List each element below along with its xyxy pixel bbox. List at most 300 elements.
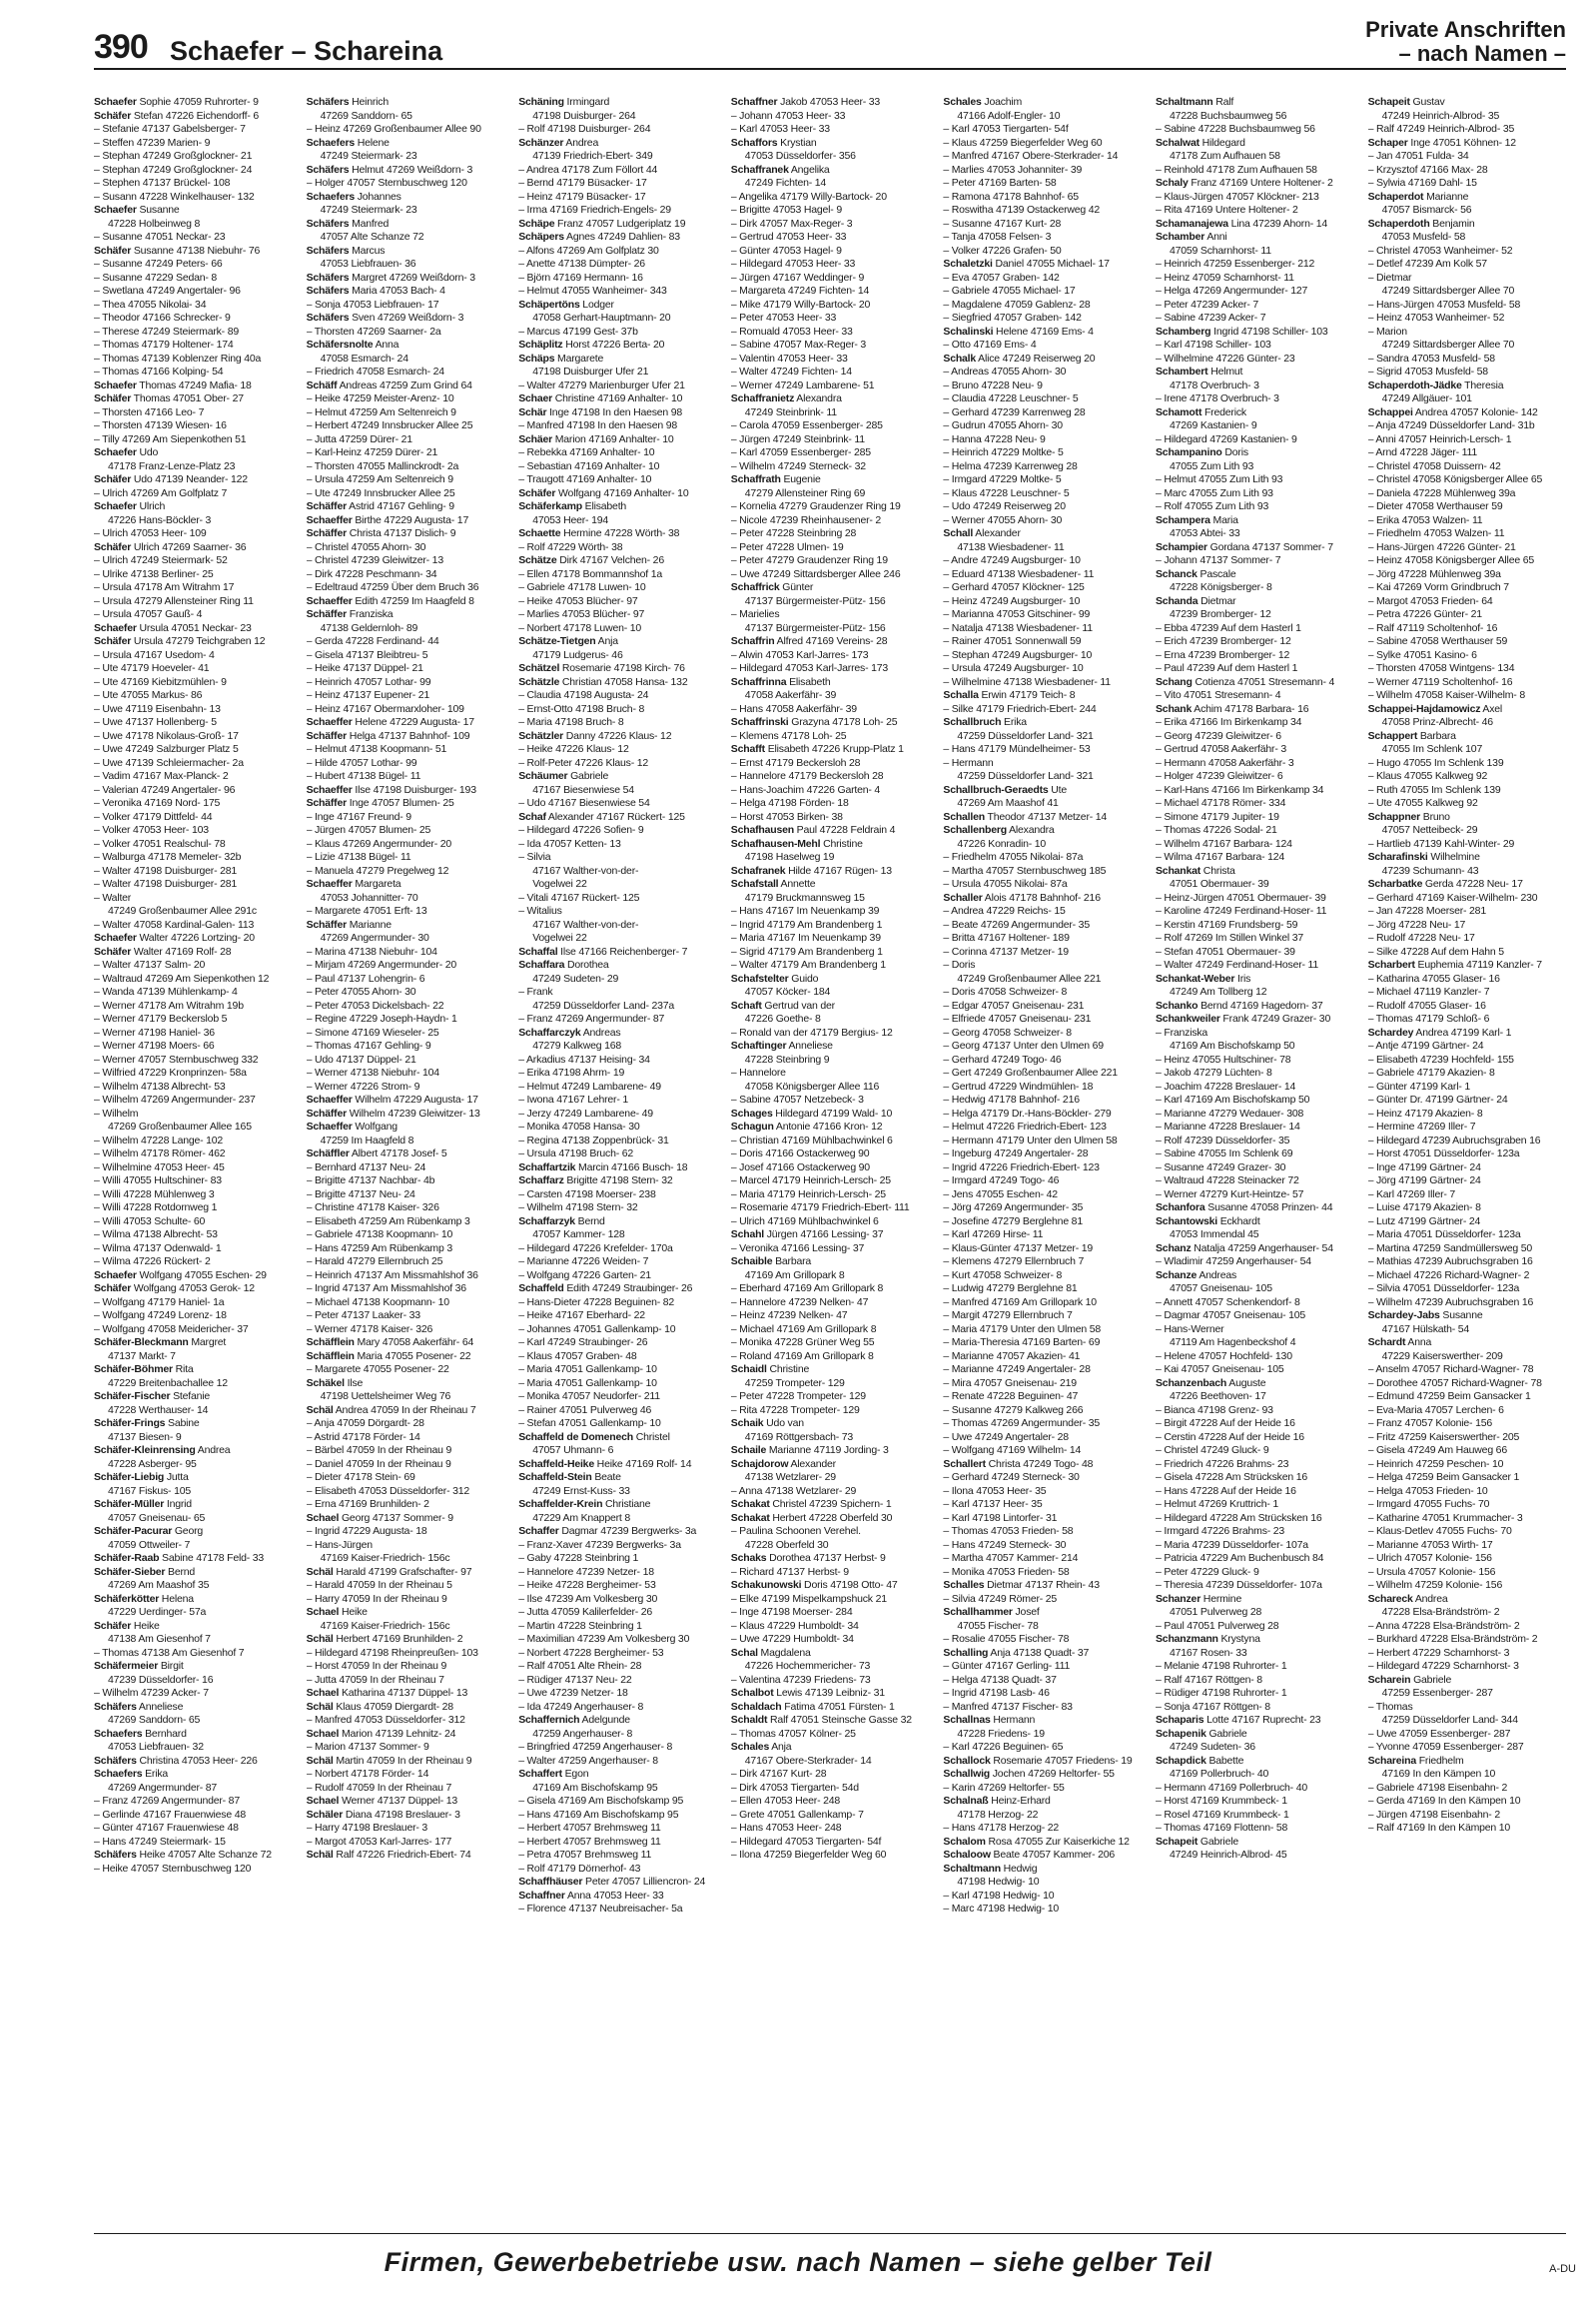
listing-entry: [94, 1863, 294, 1877]
listing-address: 47051 Obermauer- 39: [1170, 878, 1269, 890]
listing-entry: [943, 514, 1143, 528]
listing-address: 47269 Am Maashof 41: [957, 797, 1059, 809]
listing-text: – Stephan 47249 Großglockner- 21: [94, 150, 253, 162]
listing-surname: Schaffrath: [730, 473, 781, 485]
listing-text: Marion 47169 Anhalter- 10: [552, 432, 674, 445]
listing-entry: [518, 1121, 718, 1135]
listing-entry: [731, 1242, 931, 1256]
listing-entry: [94, 1377, 294, 1391]
listing-text: Anneliese: [136, 1700, 184, 1713]
listing-surname: Schaik: [730, 1417, 764, 1429]
listing-surname: Schäfer: [94, 473, 132, 485]
listing-entry: [518, 191, 718, 205]
listing-text: – Rolf 47179 Dörnerhof- 43: [518, 1862, 641, 1875]
listing-text: – Wanda 47139 Mühlenkamp- 4: [94, 986, 238, 998]
listing-text: – Ralf 47051 Alte Rhein- 28: [518, 1660, 642, 1672]
listing-surname: Schaeffer: [306, 594, 353, 607]
listing-entry: [94, 689, 294, 703]
listing-entry: [307, 1593, 506, 1607]
listing-text: – Erika 47198 Ahrm- 19: [518, 1067, 625, 1079]
listing-entry: [1156, 1660, 1355, 1674]
listing-text: Heinz-Erhard: [988, 1795, 1051, 1807]
listing-text: Eckhardt: [1216, 1214, 1260, 1227]
listing-entry: [1368, 770, 1568, 784]
listing-entry: [94, 986, 294, 1000]
listing-entry: [943, 730, 1143, 744]
listing-text: Udo: [136, 446, 159, 458]
listing-entry: [731, 1148, 931, 1161]
listing-text: – Volker 47179 Dittfeld- 44: [94, 810, 213, 823]
listing-surname: Schaller: [943, 891, 983, 904]
listing-address: 47228 Steinbring 9: [744, 1053, 830, 1066]
listing-entry: [1368, 1444, 1568, 1458]
listing-text: – Thomas 47139 Koblenzer Ring 40a: [94, 352, 262, 365]
listing-entry: [94, 110, 294, 124]
listing-surname: Schalla: [943, 689, 979, 701]
listing-surname: Schakat: [730, 1498, 770, 1510]
listing-entry: [518, 1404, 718, 1418]
listing-entry: [307, 1552, 506, 1566]
listing-entry: [1368, 1148, 1568, 1161]
listing-entry: [1156, 946, 1355, 960]
listing-entry: [1156, 1539, 1355, 1553]
listing-text: Beate 47057 Kammer- 206: [990, 1849, 1116, 1861]
listing-text: – Karl 47249 Straubinger- 26: [518, 1336, 648, 1348]
listing-entry: [307, 1795, 506, 1809]
listing-text: – Ulrich 47249 Steiermark- 52: [94, 554, 228, 566]
listing-text: Manfred: [349, 217, 390, 230]
listing-text: – Thomas 47057 Kölner- 25: [730, 1727, 856, 1740]
listing-text: – Burkhard 47228 Elsa-Brändström- 2: [1367, 1633, 1538, 1645]
listing-text: Marcin 47166 Busch- 18: [575, 1160, 688, 1173]
listing-text: – Jörg 47228 Neu- 17: [1367, 918, 1466, 931]
listing-text: – Klaus 47259 Biegerfelder Weg 60: [943, 136, 1103, 149]
listing-text: – Inge 47198 Moerser- 284: [730, 1606, 853, 1618]
listing-entry: [307, 1647, 506, 1661]
listing-text: Adelgunde: [579, 1714, 630, 1726]
listing-entry: [943, 676, 1143, 690]
listing-text: Christina 47053 Heer- 226: [136, 1754, 258, 1767]
listing-entry: [94, 757, 294, 771]
listing-entry: [518, 905, 718, 919]
listing-text: – Hans-Jürgen 47053 Musfeld- 58: [1367, 298, 1521, 311]
listing-entry: [94, 312, 294, 326]
listing-entry: [307, 1849, 506, 1863]
listing-text: – Karin 47269 Heltorfer- 55: [943, 1781, 1065, 1794]
listing-text: – Otto 47169 Ems- 4: [943, 339, 1037, 351]
listing-entry: [518, 878, 718, 892]
listing-surname: Schäfer-Fischer: [94, 1390, 171, 1402]
listing-text: – Werner 47055 Ahorn- 30: [943, 513, 1063, 526]
listing-entry: [518, 824, 718, 838]
listing-surname: Schäumer: [518, 770, 568, 782]
listing-surname: Schäfer: [94, 1282, 132, 1294]
listing-entry: [731, 473, 931, 487]
listing-surname: Schäplitz: [518, 339, 563, 351]
listing-text: Anja: [595, 635, 618, 647]
listing-entry: [1156, 110, 1355, 124]
listing-text: – Marlies 47053 Blücher- 97: [518, 608, 645, 620]
listing-entry: [1368, 1741, 1568, 1755]
listing-surname: Schaile: [730, 1444, 767, 1456]
listing-entry: [307, 932, 506, 946]
listing-text: Dorothea 47137 Herbst- 9: [766, 1552, 886, 1564]
listing-text: – Heinz 47055 Hultschiner- 78: [1156, 1053, 1291, 1066]
listing-address: 47249 Am Tollberg 12: [1170, 986, 1267, 998]
listing-text: – Helga 47138 Quadt- 37: [943, 1673, 1057, 1686]
listing-entry: [518, 1512, 718, 1526]
listing-text: Herbert 47169 Brunhilden- 2: [333, 1633, 463, 1645]
listing-entry: [943, 1687, 1143, 1701]
listing-entry: [1156, 635, 1355, 649]
section-title-line-1: Private Anschriften: [1365, 17, 1566, 42]
listing-entry: [943, 811, 1143, 825]
listing-text: Hildegard: [1198, 136, 1245, 149]
listing-entry: [731, 1836, 931, 1850]
listing-address: 47249 Heinrich-Albrod- 45: [1170, 1849, 1287, 1861]
listing-entry: [943, 878, 1143, 892]
listing-text: – Susanne 47167 Kurt- 28: [943, 217, 1062, 230]
listing-text: – Heike 47226 Klaus- 12: [518, 743, 629, 755]
listing-surname: Schäfers: [94, 1700, 137, 1713]
listing-entry: [1156, 595, 1355, 609]
listing-entry: [1156, 919, 1355, 933]
listing-entry: [1156, 326, 1355, 340]
listing-text: – Gertrud 47229 Windmühlen- 18: [943, 1080, 1094, 1093]
listing-surname: Schaperdot: [1367, 190, 1424, 203]
listing-text: Alexander: [788, 1457, 836, 1470]
listing-text: – Mira 47057 Gneisenau- 219: [943, 1376, 1077, 1389]
listing-entry: [731, 1201, 931, 1215]
listing-entry: [94, 1579, 294, 1593]
listing-text: – Rosel 47169 Krummbeck- 1: [1156, 1808, 1289, 1821]
listing-text: – Heike 47259 Meister-Arenz- 10: [306, 392, 454, 404]
listing-entry: [518, 245, 718, 259]
listing-entry: [1368, 1228, 1568, 1242]
listing-entry: [307, 1822, 506, 1836]
listing-entry: [1156, 797, 1355, 811]
listing-text: – Hans-Jürgen 47226 Günter- 21: [1367, 540, 1516, 553]
listing-text: – Jürgen 47167 Weddinger- 9: [730, 271, 865, 284]
listing-entry: [1156, 1377, 1355, 1391]
listing-entry: [1368, 500, 1568, 514]
listing-entry: [1368, 1471, 1568, 1485]
listing-text: Walter 47226 Lortzing- 20: [136, 932, 255, 944]
listing-surname: Schales: [943, 96, 982, 108]
listing-entry: [1368, 150, 1568, 164]
listing-text: – Dirk 47167 Kurt- 28: [730, 1768, 827, 1780]
listing-text: Heike: [131, 1619, 160, 1632]
listing-entry: [94, 743, 294, 757]
listing-entry: [731, 932, 931, 946]
listing-entry: [943, 649, 1143, 663]
listing-text: – Rosemarie 47179 Friedrich-Ebert- 111: [730, 1201, 910, 1213]
listing-entry: [943, 1363, 1143, 1377]
listing-text: Margret 47269 Weißdorn- 3: [349, 271, 475, 284]
listing-entry: [307, 878, 506, 892]
listing-text: – Walburga 47178 Memeler- 32b: [94, 851, 242, 863]
listing-entry: [1368, 1296, 1568, 1310]
listing-entry: [94, 1782, 294, 1796]
listing-entry: [307, 1579, 506, 1593]
listing-text: – Rolf 47239 Düsseldorfer- 35: [1156, 1134, 1290, 1147]
listing-address: 47169 Kaiser-Friedrich- 156c: [320, 1619, 450, 1632]
listing-entry: [731, 1161, 931, 1175]
listing-text: – Thomas 47179 Schloß- 6: [1367, 1013, 1490, 1025]
listing-entry: [307, 1539, 506, 1553]
listing-entry: [943, 272, 1143, 286]
listing-entry: [943, 1701, 1143, 1715]
listing-text: – Uwe 47139 Schleiermacher- 2a: [94, 756, 244, 769]
listing-entry: [1156, 1836, 1355, 1850]
listing-text: Katharina 47137 Düppel- 13: [339, 1687, 468, 1699]
listing-entry: [731, 1809, 931, 1823]
listing-entry: [943, 581, 1143, 595]
listing-entry: [731, 460, 931, 474]
listing-entry: [1156, 366, 1355, 380]
listing-text: – Martha 47057 Kammer- 214: [943, 1552, 1079, 1564]
listing-text: – Hans-Dieter 47228 Beguinen- 82: [518, 1295, 675, 1308]
listing-entry: [94, 1269, 294, 1283]
listing-entry: [1368, 811, 1568, 825]
listing-entry: [731, 541, 931, 555]
listing-entry: [307, 1782, 506, 1796]
listing-entry: [943, 1377, 1143, 1391]
listing-entry: [731, 865, 931, 879]
listing-entry: [94, 1040, 294, 1054]
listing-text: – Werner 47119 Scholtenhof- 16: [1367, 675, 1513, 688]
listing-text: – Gertrud 47053 Heer- 33: [730, 231, 847, 243]
listing-text: – Hans-Werner: [1156, 1322, 1224, 1335]
listing-address: 47279 Allensteiner Ring 69: [744, 486, 866, 499]
listing-address: 47229 Kaiserswerther- 209: [1381, 1349, 1503, 1362]
listing-surname: Schäfer-Sieber: [94, 1565, 166, 1578]
listing-surname: Schäfers: [306, 96, 350, 108]
listing-text: – Werner 47279 Kurt-Heintze- 57: [1156, 1187, 1304, 1200]
listing-text: – Krzysztof 47166 Max- 28: [1367, 163, 1488, 176]
listing-text: – Hermann: [943, 756, 994, 769]
listing-entry: [518, 1108, 718, 1122]
listing-text: – Marc 47055 Zum Lith 93: [1156, 486, 1273, 499]
listing-text: – Maria 47167 Im Neuenkamp 39: [730, 932, 881, 944]
listing-surname: Schafhausen-Mehl: [730, 837, 821, 850]
listing-surname: Schalbot: [730, 1687, 774, 1699]
listing-surname: Schäl: [306, 1754, 334, 1767]
listing-text: – Werner 47198 Moers- 66: [94, 1040, 215, 1052]
listing-text: – Claudia 47228 Leuschner- 5: [943, 392, 1079, 404]
listing-text: – Jutta 47059 Kalilerfelder- 26: [518, 1606, 653, 1618]
listing-text: – Karl 47226 Beguinen- 65: [943, 1741, 1064, 1753]
listing-entry: [518, 285, 718, 299]
listing-entry: [518, 299, 718, 313]
listing-surname: Schäl: [306, 1403, 334, 1416]
listing-entry: [731, 730, 931, 744]
listing-text: – Gisela 47169 Am Bischofskamp 95: [518, 1795, 684, 1807]
listing-entry: [307, 353, 506, 367]
listing-surname: Schaffner: [518, 1889, 565, 1902]
listing-entry: [1156, 581, 1355, 595]
listing-address: 47059 Ottweiler- 7: [108, 1538, 191, 1551]
listing-entry: [518, 500, 718, 514]
listing-text: – Ursula 47167 Usedom- 4: [94, 648, 215, 661]
listing-text: – Detlef 47239 Am Kolk 57: [1367, 258, 1487, 270]
listing-surname: Schaffner: [730, 96, 778, 108]
listing-text: – Gisela 47228 Am Strücksken 16: [1156, 1471, 1307, 1483]
listing-entry: [518, 150, 718, 164]
listing-entry: [1156, 1081, 1355, 1095]
listing-text: – Uwe 47249 Salzburger Platz 5: [94, 743, 239, 755]
listing-surname: Schaefer: [94, 379, 137, 391]
listing-entry: [943, 824, 1143, 838]
listing-entry: [94, 1067, 294, 1081]
listing-text: – Heinz 47053 Wanheimer- 52: [1367, 312, 1505, 324]
listing-text: Wilhelmine: [1427, 851, 1480, 863]
listing-entry: [943, 1094, 1143, 1108]
listing-text: – Marlies 47053 Johanniter- 39: [943, 163, 1083, 176]
listing-entry: [94, 730, 294, 744]
listing-entry: [307, 1566, 506, 1580]
listing-entry: [307, 1755, 506, 1769]
listing-text: – Sebastian 47169 Anhalter- 10: [518, 459, 660, 472]
listing-entry: [518, 1027, 718, 1041]
listing-text: – Franz 47269 Angermunder- 87: [94, 1795, 240, 1807]
listing-entry: [94, 326, 294, 340]
listing-text: Johannes: [355, 190, 401, 203]
listing-text: Ulrich: [136, 500, 166, 512]
listing-surname: Schäfers: [306, 244, 350, 257]
listing-text: Maria 47055 Posener- 22: [354, 1349, 471, 1362]
listing-text: Danny 47226 Klaus- 12: [563, 729, 672, 742]
listing-entry: [1156, 1323, 1355, 1337]
listing-text: Marianne: [347, 918, 392, 931]
listing-text: – Ursula 47178 Am Witrahm 17: [94, 581, 235, 593]
listing-text: – Regina 47138 Zoppenbrück- 31: [518, 1134, 669, 1147]
listing-entry: [1156, 258, 1355, 272]
listing-text: – Eduard 47138 Wiesbadener- 11: [943, 567, 1095, 580]
listing-text: Agnes 47249 Dahlien- 83: [563, 231, 680, 243]
listing-text: – Stefanie 47137 Gabelsberger- 7: [94, 123, 246, 135]
listing-entry: [1368, 1350, 1568, 1364]
listing-text: – Gerhard 47057 Klöckner- 125: [943, 581, 1085, 593]
listing-text: – Hildegard 47053 Karl-Jarres- 173: [730, 662, 889, 674]
listing-entry: [307, 460, 506, 474]
listing-text: Wolfgang 47053 Gerok- 12: [131, 1282, 255, 1294]
listing-address: 47058 Prinz-Albrecht- 46: [1381, 716, 1493, 728]
listing-entry: [518, 1174, 718, 1188]
listing-entry: [307, 1674, 506, 1688]
listing-entry: [731, 1539, 931, 1553]
listing-text: Elisabeth: [581, 500, 627, 512]
listing-text: – Stephen 47137 Brückel- 108: [94, 177, 231, 189]
listing-entry: [307, 1633, 506, 1647]
listing-entry: [1368, 892, 1568, 906]
listing-text: Andrea 47059 In der Rheinau 7: [333, 1403, 476, 1416]
listing-text: – Karl 47169 Am Bischofskamp 50: [1156, 1094, 1310, 1106]
listing-surname: Schaffeld-Heike: [518, 1457, 594, 1470]
listing-entry: [1368, 1687, 1568, 1701]
listing-address: 47053 Heer- 194: [532, 513, 608, 526]
listing-text: Peter 47057 Lilliencron- 24: [582, 1876, 706, 1888]
listing-surname: Schanzenbach: [1156, 1376, 1227, 1389]
listing-entry: [1156, 164, 1355, 178]
listing-entry: [518, 757, 718, 771]
listing-entry: [1368, 1040, 1568, 1054]
listing-text: Sophie 47059 Ruhrorter- 9: [136, 96, 259, 108]
listing-text: – Karoline 47249 Ferdinand-Hoser- 11: [1156, 905, 1327, 917]
listing-entry: [518, 1822, 718, 1836]
listing-text: – Hans 47169 Am Bischofskamp 95: [518, 1808, 679, 1821]
listing-text: Stefan 47226 Eichendorff- 6: [131, 109, 260, 122]
listing-entry: [94, 527, 294, 541]
listing-text: – Paul 47239 Auf dem Hasterl 1: [1156, 662, 1298, 674]
listing-entry: [307, 1512, 506, 1526]
listing-entry: [94, 649, 294, 663]
listing-text: – Kerstin 47169 Frundsberg- 59: [1156, 918, 1298, 931]
listing-entry: [1156, 1148, 1355, 1161]
listing-text: – Hildegard 47229 Scharnhorst- 3: [1367, 1660, 1519, 1672]
listing-entry: [1156, 1054, 1355, 1068]
listing-entry: [94, 1660, 294, 1674]
listing-address: 47259 Essenberger- 287: [1381, 1687, 1493, 1699]
listing-text: – Helmut 47055 Zum Lith 93: [1156, 473, 1283, 485]
listing-text: – Gert 47249 Großenbaumer Allee 221: [943, 1067, 1118, 1079]
listing-surname: Schallbruch: [943, 716, 1002, 728]
listing-text: Ingrid 47198 Schiller- 103: [1210, 325, 1328, 338]
listing-address: 47249 Steiermark- 23: [320, 204, 417, 216]
listing-entry: [731, 1795, 931, 1809]
listing-surname: Scharein: [1367, 1673, 1411, 1686]
listing-surname: Schanko: [1156, 999, 1198, 1012]
listing-text: – Gabriele 47179 Akazien- 8: [1367, 1067, 1495, 1079]
listing-surname: Schaloow: [943, 1849, 991, 1861]
listing-entry: [943, 1795, 1143, 1809]
listing-text: Margret: [188, 1336, 227, 1348]
listing-entry: [943, 568, 1143, 582]
listing-text: – Johann 47053 Heer- 33: [730, 109, 846, 122]
listing-entry: [731, 312, 931, 326]
listing-entry: [1156, 231, 1355, 245]
listing-address: 47139 Friedrich-Ebert- 349: [532, 150, 653, 162]
listing-entry: [1368, 1404, 1568, 1418]
listing-surname: Schäfers: [94, 1754, 137, 1767]
listing-surname: Schätze-Tietgen: [518, 635, 596, 647]
listing-entry: [518, 1525, 718, 1539]
listing-text: – Ursula 47198 Bruch- 62: [518, 1148, 634, 1159]
listing-entry: [943, 757, 1143, 771]
listing-text: – Uwe 47249 Sittardsberger Allee 246: [730, 567, 901, 580]
listing-address: 47057 Kammer- 128: [532, 1228, 625, 1240]
listing-text: – Kai 47269 Vorm Grindbruch 7: [1367, 581, 1509, 593]
listing-text: – Carsten 47198 Moerser- 238: [518, 1187, 656, 1200]
listing-surname: Schäpertöns: [518, 298, 580, 311]
listing-entry: [943, 339, 1143, 353]
listing-address: 47053 Abtei- 33: [1170, 527, 1240, 539]
directory-column-3: [518, 96, 718, 2233]
listing-text: – Monika 47058 Hansa- 30: [518, 1121, 640, 1133]
listing-entry: [518, 946, 718, 960]
listing-entry: [943, 1296, 1143, 1310]
listing-text: – Gaby 47228 Steinbring 1: [518, 1552, 639, 1564]
listing-entry: [1156, 218, 1355, 232]
listing-entry: [1156, 743, 1355, 757]
listing-entry: [307, 1081, 506, 1095]
listing-entry: [1368, 973, 1568, 987]
listing-surname: Schaefers: [94, 1727, 143, 1740]
listing-text: Andreas: [580, 1026, 621, 1039]
listing-entry: [731, 231, 931, 245]
listing-text: – Ute 47055 Kalkweg 92: [1367, 797, 1478, 809]
listing-text: – Dirk 47057 Max-Reger- 3: [730, 217, 853, 230]
